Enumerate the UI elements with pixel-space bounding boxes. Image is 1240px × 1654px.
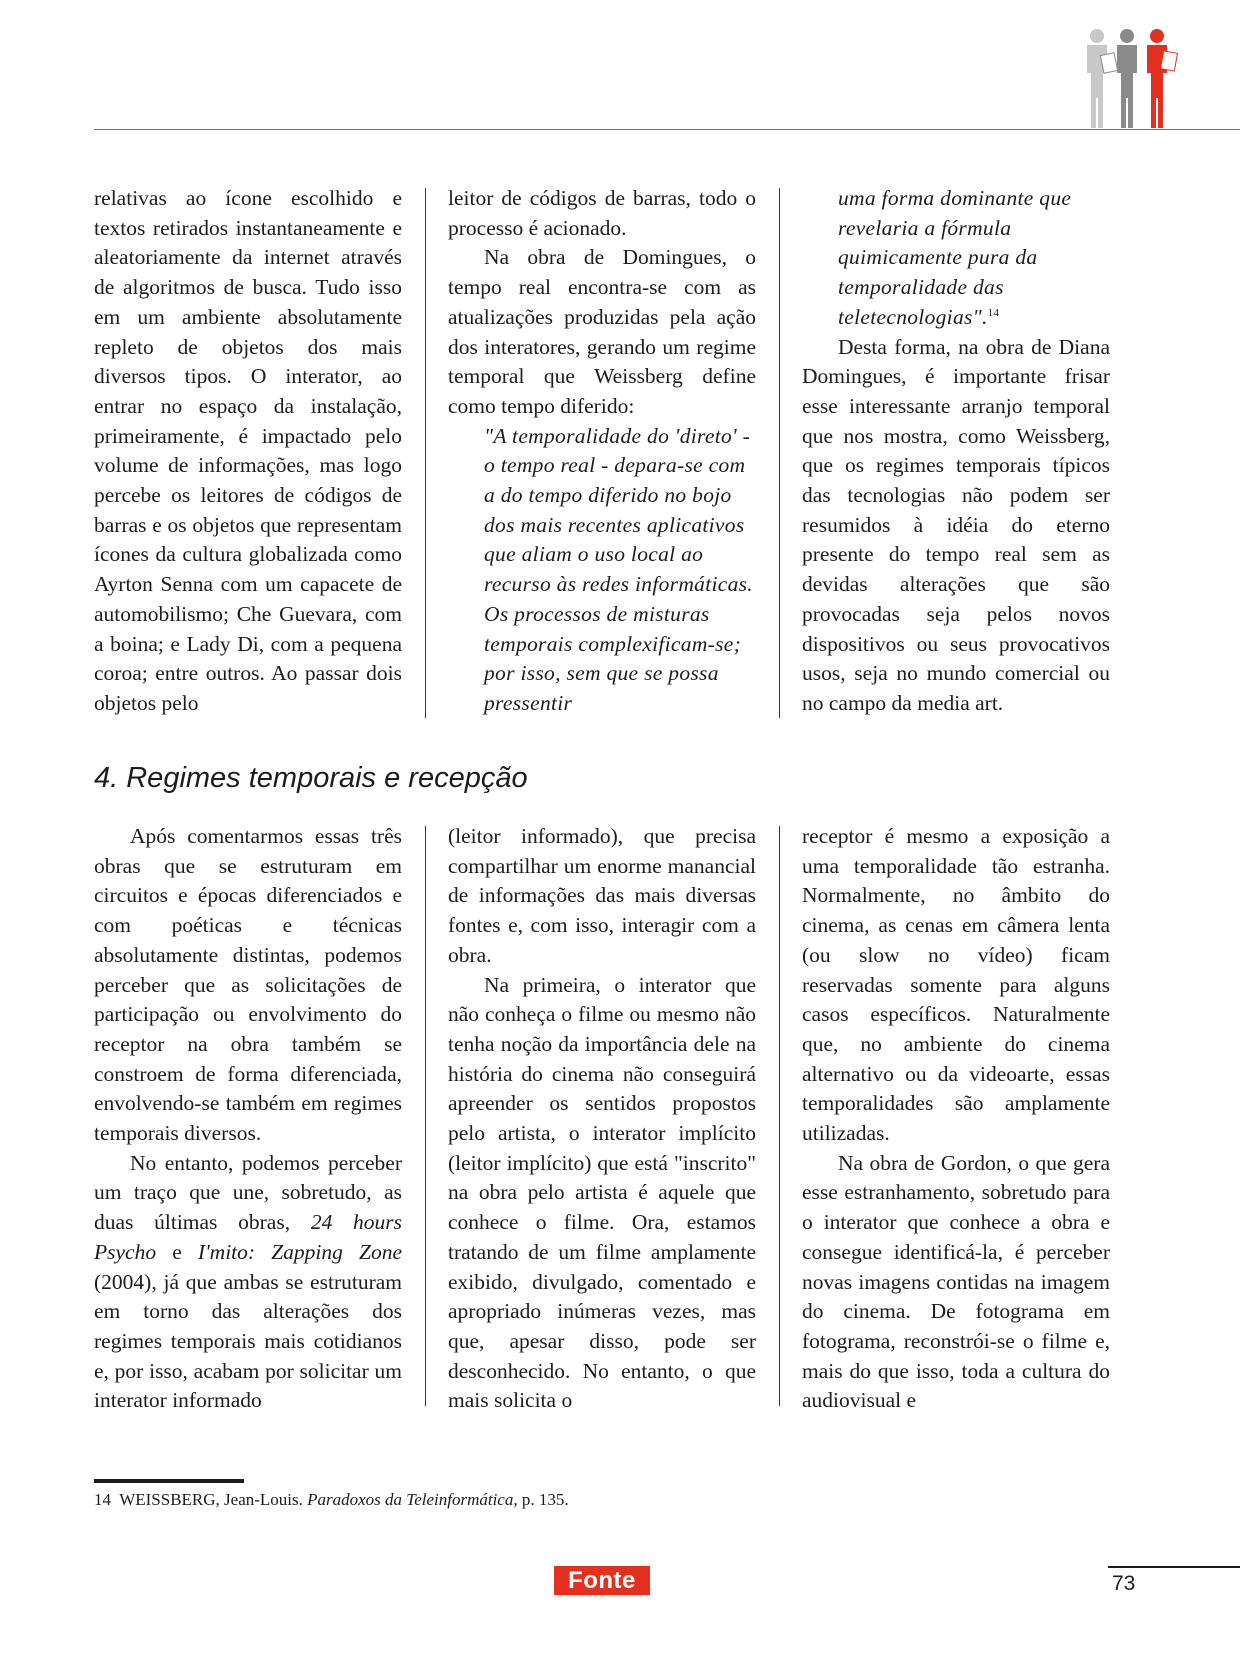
footnote-rule <box>94 1479 244 1483</box>
paragraph: Na obra de Gordon, o que gera esse estranhamento, sobretudo para o interator que conhece a obra e consegue identificá-la, é perceber novas imagens contidas na imagem do cinema. De fotograma em fotograma, reconstrói-se o filme e, mais do que isso, toda a cultura do audiovisual e <box>802 1150 1110 1413</box>
paragraph-text: (2004), já que ambas se estruturam em torno das alterações dos regimes temporais mais cotidianos e, por isso, acabam por solicitar um interator informado <box>94 1269 402 1413</box>
quote-text: uma forma dominante que revelaria a fórmula quimicamente pura da temporalidade das teletecnologias". <box>838 186 1072 329</box>
work-title: 24 hours Psycho <box>94 1210 403 1264</box>
top-column-2 <box>448 184 756 719</box>
paragraph: Após comentarmos essas três obras que se estruturam em circuitos e épocas diferenciados e com poéticas e técnicas absolutamente distintas, podemos perceber que as solicitações de participação ou envolvimento do receptor na obra também se constroem de forma diferenciada, envolvendo-se também em regimes temporais diversos. <box>94 824 402 1146</box>
block-quote: "A temporalidade do 'direto' - o tempo real - depara-se com a do tempo diferido no bojo dos mais recentes aplicativos que aliam o uso local ao recurso às redes informáticas. Os processos de misturas temporais complexificam-se; por isso, sem que se possa pressentir <box>484 423 753 715</box>
paragraph: Na primeira, o interator que não conheça o filme ou mesmo não tenha noção da importância dele na história do cinema não conseguirá apreender os sentidos propostos pelo artista, o interator implícito (leitor implícito) que está "inscrito" na obra pelo artista é aquele que conhece o filme. Ora, estamos tratando de um filme amplamente exibido, divulgado, comentado e apropriado inúmeras vezes, mas que, apesar disso, pode ser desconhecido. No entanto, o que mais solicita o <box>448 972 756 1413</box>
conjunction: e <box>172 1239 182 1264</box>
paragraph: receptor é mesmo a exposição a uma temporalidade tão estranha. Normalmente, no âmbito do cinema, as cenas em câmera lenta (ou slow no vídeo) ficam reservadas somente para alguns casos específicos. Naturalmente que, no ambiente do cinema alternativo ou da videoarte, essas temporalidades são amplamente utilizadas. <box>802 824 1110 1146</box>
footnote-number: 14 <box>94 1490 111 1509</box>
paragraph: Na obra de Domingues, o tempo real encontra-se com as atualizações produzidas pela ação dos interatores, gerando um regime temporal que Weissberg define como tempo diferido: <box>448 245 756 418</box>
bottom-column-1 <box>94 822 402 1416</box>
paragraph: (leitor informado), que precisa compartilhar um enorme manancial de informações das mais diversas fontes e, com isso, interagir com a obra. <box>448 824 756 967</box>
bottom-column-2 <box>448 822 756 1416</box>
people-logo-icon <box>1080 28 1180 130</box>
footnote-ref[interactable]: 14 <box>987 306 1000 319</box>
top-column-1 <box>94 184 402 719</box>
footnote-rest: , p. 135. <box>513 1490 569 1509</box>
paragraph: leitor de códigos de barras, todo o processo é acionado. <box>448 186 756 240</box>
bottom-column-3 <box>802 822 1110 1416</box>
paragraph-text: No entanto, podemos perceber um traço que une, sobretudo, as duas últimas obras, <box>94 1150 402 1235</box>
section-heading: 4. Regimes temporais e recepção <box>94 762 528 794</box>
column-divider <box>425 188 426 718</box>
paragraph: Desta forma, na obra de Diana Domingues, é importante frisar esse interessante arranjo temporal que nos mostra, como Weissberg, que os regimes temporais típicos das tecnologias não podem ser resumidos à idéia do eterno presente do tempo real sem as devidas alterações que são provocadas seja pelos novos dispositivos ou seus provocativos usos, seja no mundo comercial ou no campo da media art. <box>802 334 1110 715</box>
header-rule <box>94 129 1240 130</box>
column-divider <box>779 188 780 718</box>
block-quote <box>802 184 1110 333</box>
fonte-logo: Fonte <box>554 1566 650 1595</box>
page-number-rule <box>1108 1566 1240 1568</box>
footnote-author: WEISSBERG, Jean-Louis. <box>119 1490 303 1509</box>
footnote-title: Paradoxos da Teleinformática <box>307 1490 514 1509</box>
footnote <box>94 1490 569 1510</box>
top-column-3 <box>802 184 1110 719</box>
work-title: I'mito: Zapping Zone <box>197 1239 403 1264</box>
paragraph: relativas ao ícone escolhido e textos retirados instantaneamente e aleatoriamente da internet através de algoritmos de busca. Tudo isso em um ambiente absolutamente repleto de objetos dos mais diversos tipos. O interator, ao entrar no espaço da instalação, primeiramente, é impactado pelo volume de informações, mas logo percebe os leitores de códigos de barras e os objetos que representam ícones da cultura globalizada como Ayrton Senna com um capacete de automobilismo; Che Guevara, com a boina; e Lady Di, com a pequena coroa; entre outros. Ao passar dois objetos pelo <box>94 186 402 715</box>
paragraph <box>94 1149 402 1416</box>
column-divider <box>425 826 426 1406</box>
column-divider <box>779 826 780 1406</box>
page-number: 73 <box>1112 1572 1136 1595</box>
